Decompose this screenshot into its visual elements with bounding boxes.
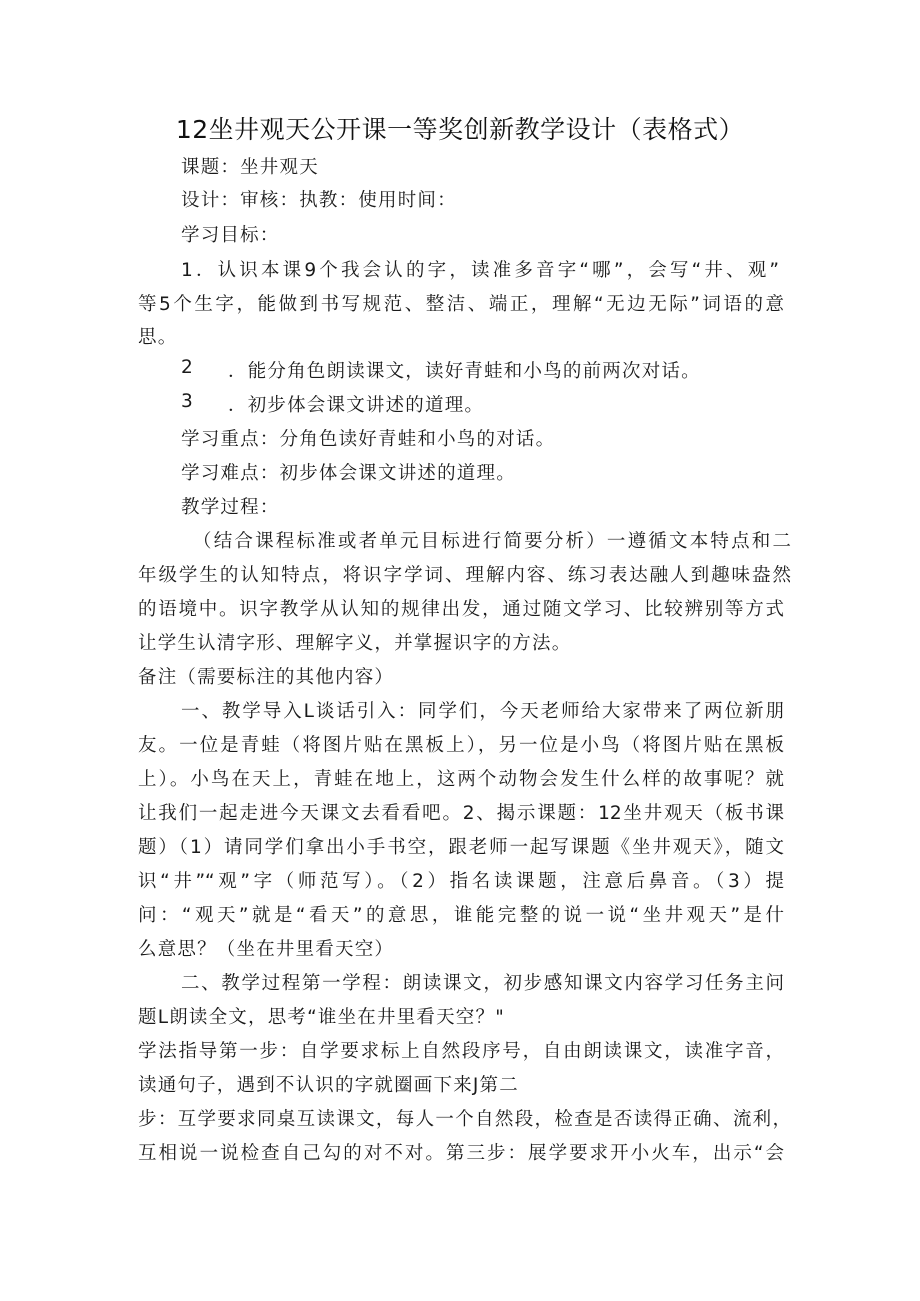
teaching-process-heading: 教学过程： [181,497,280,518]
goal-1-line-1: 1．认识本课9个我会认的字，读准多音字“哪”，会写“井、观” [181,260,779,281]
method-line-2: 读通句子，遇到不认识的字就圈画下来J第二 [138,1075,519,1096]
section-1-line-3: 上）。小鸟在天上，青蛙在地上，这两个动物会发生什么样的故事呢？就 [138,769,784,790]
goal-3-text: ．初步体会课文讲述的道理。 [228,395,485,416]
section-1-line-7: 问：“观天”就是“看天”的意思，谁能完整的说一说“坐井观天”是什 [138,905,784,926]
document-title: 12坐井观天公开课一等奖创新教学设计（表格式） [175,115,745,144]
goal-2-number: 2 [181,357,194,378]
section-1-line-1: 一、教学导入L谈话引入：同学们，今天老师给大家带来了两位新朋 [181,701,784,722]
goal-2-text: ．能分角色朗读课文，读好青蛙和小鸟的前两次对话。 [228,361,701,382]
method-line-4: 互相说一说检查自己勾的对不对。第三步：展学要求开小火车，出示“会 [138,1143,784,1164]
learning-focus: 学习重点：分角色读好青蛙和小鸟的对话。 [181,429,556,450]
section-2-line-1: 二、教学过程第一学程：朗读课文，初步感知课文内容学习任务主问 [181,973,784,994]
remarks-heading: 备注（需要标注的其他内容） [138,667,395,688]
analysis-line-3: 的语境中。识字教学从认知的规律出发，通过随文学习、比较辨别等方式 [138,599,784,620]
section-1-line-4: 让我们一起走进今天课文去看看吧。2、揭示课题：12坐井观天（板书课 [138,803,784,824]
analysis-line-4: 让学生认清字形、理解字义，并掌握识字的方法。 [138,633,572,654]
analysis-line-1: （结合课程标准或者单元目标进行简要分析）一遵循文本特点和二 [193,531,791,552]
design-info: 设计：审核：执教：使用时间： [181,190,457,211]
goal-3-number: 3 [181,391,194,412]
section-1-line-2: 友。一位是青蛙（将图片贴在黑板上），另一位是小鸟（将图片贴在黑板 [138,735,784,756]
learning-goals-heading: 学习目标： [181,225,280,246]
section-1-line-8: 么意思？（坐在井里看天空） [138,939,395,960]
learning-difficulty: 学习难点：初步体会课文讲述的道理。 [181,463,516,484]
goal-1-line-2: 等5个生字，能做到书写规范、整洁、端正，理解“无边无际”词语的意 [138,294,784,315]
method-line-1: 学法指导第一步：自学要求标上自然段序号，自由朗读课文，读准字音， [138,1041,784,1062]
goal-1-line-3: 思。 [138,327,178,348]
method-line-3: 步：互学要求同桌互读课文，每人一个自然段，检查是否读得正确、流利， [138,1109,791,1130]
analysis-line-2: 年级学生的认知特点，将识字学词、理解内容、练习表达融人到趣味盎然 [138,565,791,586]
section-1-line-6: 识“井”“观”字（师范写）。（2）指名读课题，注意后鼻音。（3）提 [138,871,784,892]
section-2-line-2: 题L朗读全文，思考“谁坐在井里看天空？" [138,1007,505,1028]
section-1-line-5: 题）（1）请同学们拿出小手书空，跟老师一起写课题《坐井观天》，随文 [138,837,784,858]
lesson-topic: 课题：坐井观天 [181,157,319,178]
